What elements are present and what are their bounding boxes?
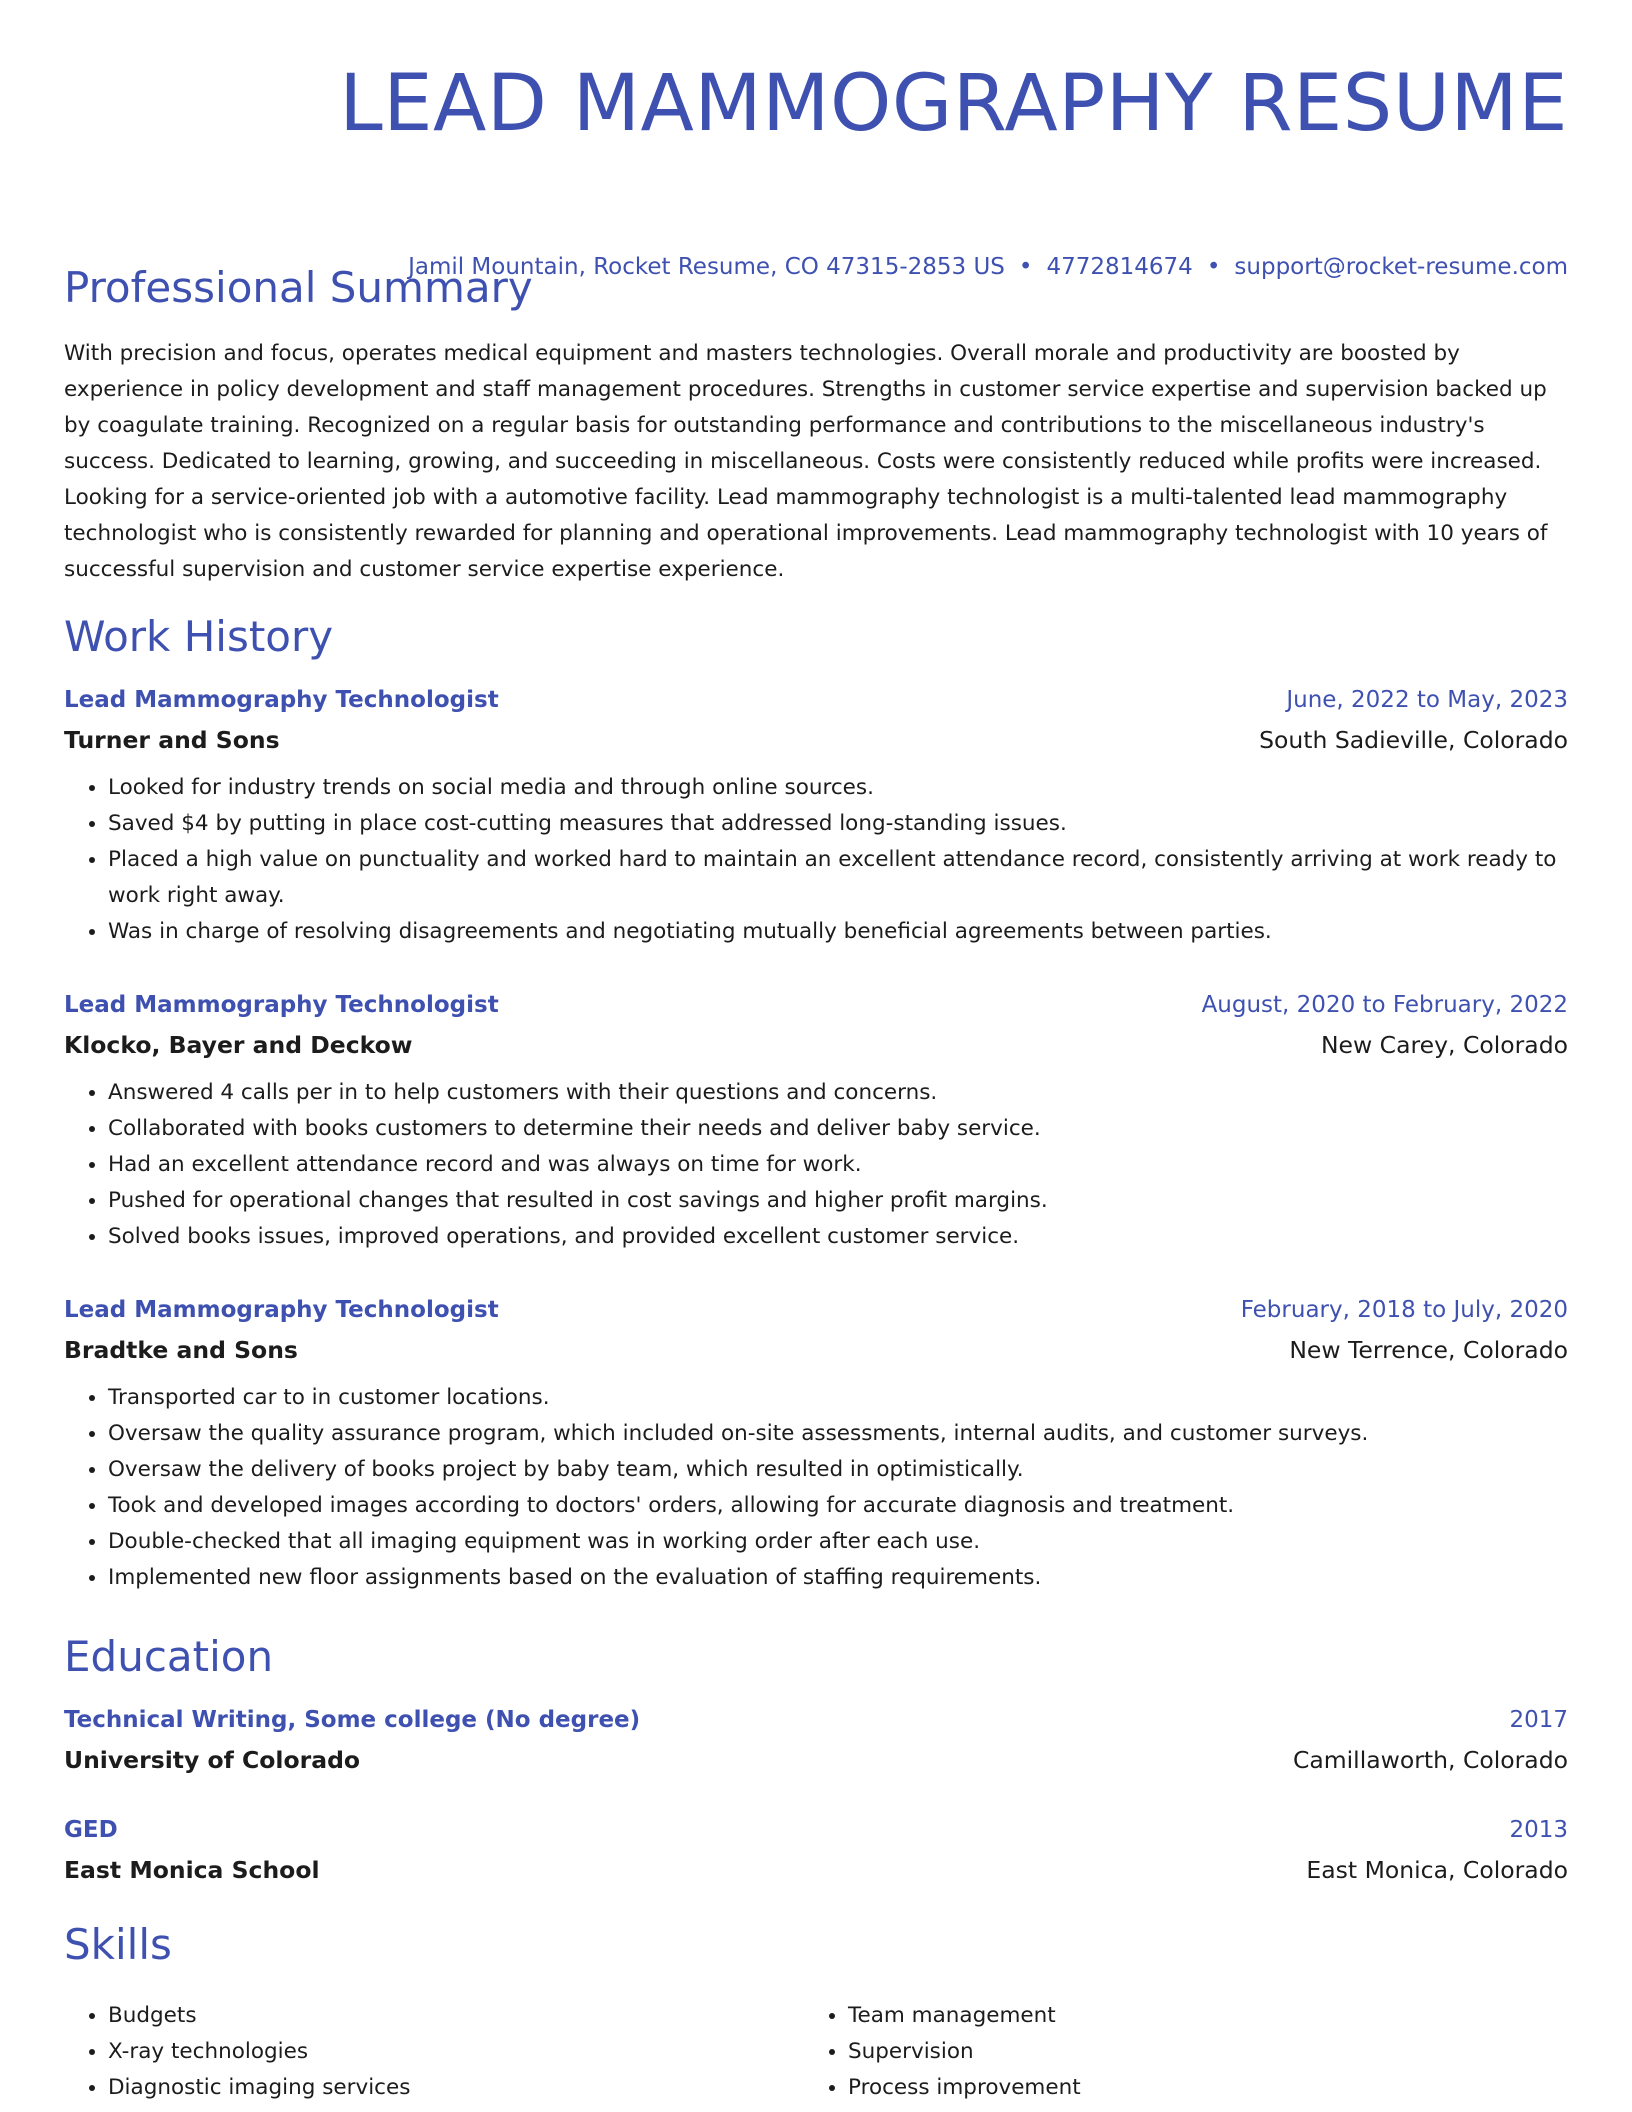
contact-line bbox=[408, 254, 1568, 280]
job-entry bbox=[64, 1290, 1568, 1596]
skill-item: • Diagnostic imaging services bbox=[108, 2070, 804, 2106]
job-company: Bradtke and Sons bbox=[64, 1336, 298, 1364]
resume-title: LEAD MAMMOGRAPHY RESUME bbox=[339, 59, 1568, 149]
list-item: • Looked for industry trends on social media and through online sources. bbox=[108, 770, 1568, 806]
contact-address: Jamil Mountain, Rocket Resume, CO 47315-2853 US bbox=[408, 254, 1005, 280]
list-item: • Placed a high value on punctuality and worked hard to maintain an excellent attendance record, consistently arriving at work ready to work right away. bbox=[108, 842, 1568, 914]
education-location: East Monica, Colorado bbox=[1306, 1856, 1568, 1884]
list-item: • Implemented new floor assignments based on the evaluation of staffing requirements. bbox=[108, 1560, 1568, 1596]
job-entry bbox=[64, 985, 1568, 1255]
education-location: Camillaworth, Colorado bbox=[1292, 1746, 1568, 1774]
list-item: • Was in charge of resolving disagreements and negotiating mutually beneficial agreements between parties. bbox=[108, 914, 1568, 950]
contact-email: support@rocket-resume.com bbox=[1234, 254, 1568, 280]
list-item: • Double-checked that all imaging equipment was in working order after each use. bbox=[108, 1524, 1568, 1560]
skills-list bbox=[64, 1998, 1568, 2106]
skills-column-right bbox=[804, 1998, 1544, 2106]
section-title-summary: Professional Summary bbox=[64, 263, 533, 312]
job-position: Lead Mammography Technologist bbox=[64, 687, 499, 713]
contact-phone: 4772814674 bbox=[1046, 254, 1193, 280]
contact-separator: • bbox=[1018, 254, 1033, 280]
job-company: Turner and Sons bbox=[64, 726, 280, 754]
skill-item: • Process improvement bbox=[848, 2070, 1544, 2106]
job-company: Klocko, Bayer and Deckow bbox=[64, 1031, 413, 1059]
list-item: • Transported car to in customer locations. bbox=[108, 1380, 1568, 1416]
education-school: East Monica School bbox=[64, 1856, 320, 1884]
education-entry bbox=[64, 1810, 1568, 1890]
job-location: New Terrence, Colorado bbox=[1289, 1336, 1568, 1364]
section-title-work-history: Work History bbox=[64, 612, 334, 661]
education-school: University of Colorado bbox=[64, 1746, 361, 1774]
list-item: • Solved books issues, improved operations, and provided excellent customer service. bbox=[108, 1219, 1568, 1255]
summary-text: With precision and focus, operates medical equipment and masters technologies. Overall morale and productivity are boosted by experience in policy development and staff management procedures. Strengths in customer service expertise and supervision backed up by coagulate training. Recognized on a regular basis for outstanding performance and contributions to the miscellaneous industry's success. Dedicated to learning, growing, and succeeding in miscellaneous. Costs were consistently reduced while profits were increased. Looking for a service-oriented job with a automotive facility. Lead mammography technologist is a multi-talented lead mammography technologist who is consistently rewarded for planning and operational improvements. Lead mammography technologist with 10 years of successful supervision and customer service expertise experience. bbox=[64, 341, 1548, 582]
education-entry bbox=[64, 1700, 1568, 1780]
contact-separator: • bbox=[1206, 254, 1221, 280]
job-location: New Carey, Colorado bbox=[1320, 1031, 1568, 1059]
job-dates: February, 2018 to July, 2020 bbox=[1240, 1297, 1568, 1323]
education-degree: GED bbox=[64, 1817, 118, 1843]
job-bullets bbox=[64, 1380, 1568, 1596]
job-position: Lead Mammography Technologist bbox=[64, 992, 499, 1018]
education-year: 2017 bbox=[1509, 1707, 1568, 1733]
job-location: South Sadieville, Colorado bbox=[1259, 726, 1568, 754]
skill-item: • Team management bbox=[848, 1998, 1544, 2034]
education-degree: Technical Writing, Some college (No degree) bbox=[64, 1707, 641, 1733]
list-item: • Collaborated with books customers to determine their needs and deliver baby service. bbox=[108, 1111, 1568, 1147]
skills-column-left bbox=[64, 1998, 804, 2106]
education-year: 2013 bbox=[1509, 1817, 1568, 1843]
job-dates: June, 2022 to May, 2023 bbox=[1286, 687, 1568, 713]
job-bullets bbox=[64, 1075, 1568, 1255]
job-entry bbox=[64, 680, 1568, 950]
list-item: • Oversaw the quality assurance program, which included on-site assessments, internal audits, and customer surveys. bbox=[108, 1416, 1568, 1452]
job-position: Lead Mammography Technologist bbox=[64, 1297, 499, 1323]
list-item: • Had an excellent attendance record and was always on time for work. bbox=[108, 1147, 1568, 1183]
job-bullets bbox=[64, 770, 1568, 950]
resume-page bbox=[64, 0, 1568, 2100]
list-item: • Took and developed images according to doctors' orders, allowing for accurate diagnosis and treatment. bbox=[108, 1488, 1568, 1524]
section-title-skills: Skills bbox=[64, 1920, 172, 1969]
list-item: • Oversaw the delivery of books project by baby team, which resulted in optimistically. bbox=[108, 1452, 1568, 1488]
skill-item: • X-ray technologies bbox=[108, 2034, 804, 2070]
list-item: • Saved $4 by putting in place cost-cutting measures that addressed long-standing issues. bbox=[108, 806, 1568, 842]
section-title-education: Education bbox=[64, 1632, 274, 1681]
job-dates: August, 2020 to February, 2022 bbox=[1201, 992, 1568, 1018]
list-item: • Answered 4 calls per in to help customers with their questions and concerns. bbox=[108, 1075, 1568, 1111]
skill-item: • Budgets bbox=[108, 1998, 804, 2034]
skill-item: • Supervision bbox=[848, 2034, 1544, 2070]
list-item: • Pushed for operational changes that resulted in cost savings and higher profit margins. bbox=[108, 1183, 1568, 1219]
